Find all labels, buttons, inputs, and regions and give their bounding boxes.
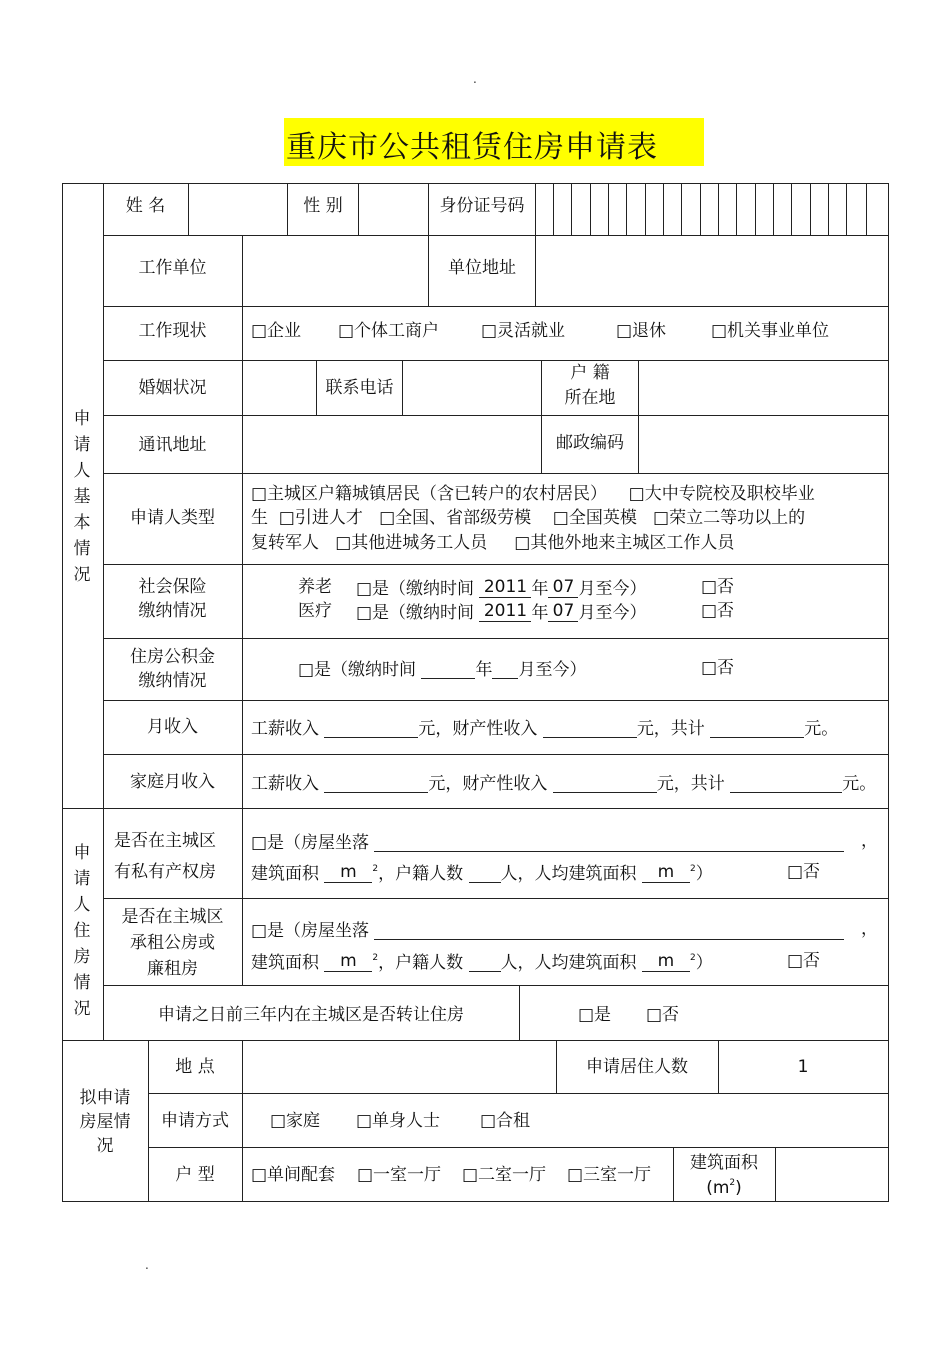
medical-yes[interactable]: □是（缴纳时间 2011 年 07 月至今） bbox=[356, 601, 647, 623]
monthly-income-label: 月收入 bbox=[147, 717, 198, 737]
unit-area-field[interactable] bbox=[777, 1150, 887, 1199]
unit-type-1br[interactable]: □一室一厅 bbox=[357, 1165, 442, 1185]
pension-no[interactable]: □否 bbox=[701, 577, 735, 597]
applicant-type-line2[interactable]: 生 □引进人才 □全国、省部级劳模 □全国英模 □荣立二等功以上的 bbox=[251, 508, 806, 528]
unit-type-3br[interactable]: □三室一厅 bbox=[567, 1165, 652, 1185]
private-property-hukou-field[interactable] bbox=[469, 864, 501, 883]
household-wage-field[interactable] bbox=[324, 774, 428, 793]
public-rental-no[interactable]: □否 bbox=[787, 951, 821, 971]
hukou-label-1: 户 籍 bbox=[570, 363, 610, 383]
work-status-enterprise[interactable]: □企业 bbox=[251, 321, 302, 341]
page-dot-bottom: . bbox=[145, 1258, 149, 1272]
public-rental-hukou-field[interactable] bbox=[469, 953, 501, 972]
residents-label: 申请居住人数 bbox=[586, 1057, 688, 1077]
residents-value[interactable]: 1 bbox=[797, 1057, 809, 1077]
private-property-area-field[interactable]: m bbox=[324, 864, 372, 883]
public-rental-label-3: 廉租房 bbox=[147, 959, 198, 979]
hukou-field[interactable] bbox=[640, 363, 887, 414]
pension-label: 养老 bbox=[298, 577, 332, 597]
housing-fund-label-1: 住房公积金 bbox=[130, 647, 215, 667]
housing-fund-label-2: 缴纳情况 bbox=[138, 671, 207, 691]
gender-label: 性 别 bbox=[303, 196, 343, 216]
household-income-label: 家庭月收入 bbox=[130, 772, 215, 792]
apply-method-label: 申请方式 bbox=[161, 1111, 229, 1131]
employer-address-label: 单位地址 bbox=[448, 258, 516, 278]
private-property-label-2: 有私有产权房 bbox=[114, 862, 216, 882]
housing-fund-month[interactable] bbox=[492, 660, 518, 679]
employer-field[interactable] bbox=[244, 238, 427, 304]
monthly-property-field[interactable] bbox=[543, 719, 637, 738]
medical-year: 2011 bbox=[479, 603, 531, 622]
unit-area-label-2: $(m^2)$ bbox=[706, 1178, 742, 1198]
medical-month: 07 bbox=[548, 603, 578, 622]
household-income-line: 工薪收入 元，财产性收入 元，共计 元。 bbox=[251, 774, 877, 794]
transfer-question: 申请之日前三年内在主城区是否转让住房 bbox=[158, 1005, 464, 1025]
applicant-type-label: 申请人类型 bbox=[130, 508, 215, 528]
name-field[interactable] bbox=[190, 186, 286, 234]
public-rental-yes[interactable]: □是（房屋坐落 bbox=[251, 921, 844, 940]
work-status-public-institution[interactable]: □机关事业单位 bbox=[711, 321, 830, 341]
gender-field[interactable] bbox=[360, 186, 427, 234]
social-insurance-label-2: 缴纳情况 bbox=[138, 601, 207, 621]
household-total-field[interactable] bbox=[730, 774, 842, 793]
monthly-total-field[interactable] bbox=[710, 719, 804, 738]
page-dot-top: . bbox=[473, 72, 477, 86]
work-status-flexible[interactable]: □灵活就业 bbox=[481, 321, 566, 341]
public-rental-label-2: 承租公房或 bbox=[130, 933, 215, 953]
social-insurance-label-1: 社会保险 bbox=[138, 577, 207, 597]
apply-method-shared[interactable]: □合租 bbox=[480, 1111, 531, 1131]
id-number-field[interactable] bbox=[537, 186, 887, 234]
unit-type-label: 户 型 bbox=[175, 1165, 215, 1185]
work-status-retired[interactable]: □退休 bbox=[616, 321, 667, 341]
transfer-no[interactable]: □否 bbox=[646, 1005, 680, 1025]
mail-address-label: 通讯地址 bbox=[138, 435, 207, 455]
work-status-label: 工作现状 bbox=[138, 321, 207, 341]
section-basic-label: 申请人基本情况 bbox=[73, 409, 91, 585]
postcode-label: 邮政编码 bbox=[556, 433, 624, 453]
private-property-label-1: 是否在主城区 bbox=[114, 831, 216, 851]
location-field[interactable] bbox=[244, 1043, 555, 1091]
housing-fund-no[interactable]: □否 bbox=[701, 658, 735, 678]
monthly-income-line: 工薪收入 元，财产性收入 元，共计 元。 bbox=[251, 719, 839, 739]
public-rental-label-1: 是否在主城区 bbox=[121, 907, 224, 927]
pension-year: 2011 bbox=[479, 579, 531, 598]
public-rental-location-field[interactable] bbox=[374, 921, 844, 940]
private-property-comma: ， bbox=[861, 831, 878, 851]
id-number-label: 身份证号码 bbox=[439, 196, 525, 216]
section-proposed-label: 拟申请房屋情况 bbox=[79, 1088, 131, 1156]
housing-fund-yes[interactable]: □是（缴纳时间 年 月至今） bbox=[298, 660, 587, 680]
work-status-self-employed[interactable]: □个体工商户 bbox=[338, 321, 440, 341]
marital-field[interactable] bbox=[244, 363, 315, 414]
location-label: 地 点 bbox=[175, 1057, 215, 1077]
employer-label: 工作单位 bbox=[138, 258, 207, 278]
postcode-field[interactable] bbox=[640, 418, 887, 472]
public-rental-comma: ， bbox=[861, 919, 878, 939]
phone-field[interactable] bbox=[404, 363, 540, 414]
mail-address-field[interactable] bbox=[244, 418, 540, 472]
private-property-area-line: 建筑面积 m $^2$，户籍人数 人，人均建筑面积 m $^2$） bbox=[251, 862, 713, 884]
medical-no[interactable]: □否 bbox=[701, 601, 735, 621]
unit-area-label-1: 建筑面积 bbox=[690, 1153, 758, 1173]
private-property-yes[interactable]: □是（房屋坐落 bbox=[251, 833, 844, 852]
private-property-no[interactable]: □否 bbox=[787, 862, 821, 882]
phone-label: 联系电话 bbox=[325, 378, 394, 398]
public-rental-area-field[interactable]: m bbox=[324, 953, 372, 972]
household-property-field[interactable] bbox=[553, 774, 657, 793]
monthly-wage-field[interactable] bbox=[324, 719, 418, 738]
private-property-location-field[interactable] bbox=[374, 833, 844, 852]
hukou-label-2: 所在地 bbox=[564, 388, 616, 408]
medical-label: 医疗 bbox=[298, 601, 332, 621]
page-title: 重庆市公共租赁住房申请表 bbox=[286, 130, 658, 165]
public-rental-avg-field[interactable]: m bbox=[642, 953, 690, 972]
name-label: 姓 名 bbox=[125, 196, 166, 216]
applicant-type-line1[interactable]: □主城区户籍城镇居民（含已转户的农村居民） □大中专院校及职校毕业 bbox=[251, 484, 815, 504]
public-rental-area-line: 建筑面积 m $^2$，户籍人数 人，人均建筑面积 m $^2$） bbox=[251, 951, 713, 973]
private-property-avg-field[interactable]: m bbox=[642, 864, 690, 883]
employer-address-field[interactable] bbox=[537, 238, 887, 304]
apply-method-family[interactable]: □家庭 bbox=[270, 1111, 321, 1131]
transfer-yes[interactable]: □是 bbox=[578, 1005, 612, 1025]
unit-type-studio[interactable]: □单间配套 bbox=[251, 1165, 336, 1185]
unit-type-2br[interactable]: □二室一厅 bbox=[462, 1165, 547, 1185]
applicant-type-line3[interactable]: 复转军人 □其他进城务工人员 □其他外地来主城区工作人员 bbox=[251, 533, 735, 553]
marital-label: 婚姻状况 bbox=[138, 378, 207, 398]
section-housing-label: 申请人住房情况 bbox=[73, 843, 91, 1019]
housing-fund-year[interactable] bbox=[421, 660, 475, 679]
pension-month: 07 bbox=[548, 579, 578, 598]
pension-yes[interactable]: □是（缴纳时间 2011 年 07 月至今） bbox=[356, 577, 647, 599]
apply-method-single[interactable]: □单身人士 bbox=[356, 1111, 441, 1131]
